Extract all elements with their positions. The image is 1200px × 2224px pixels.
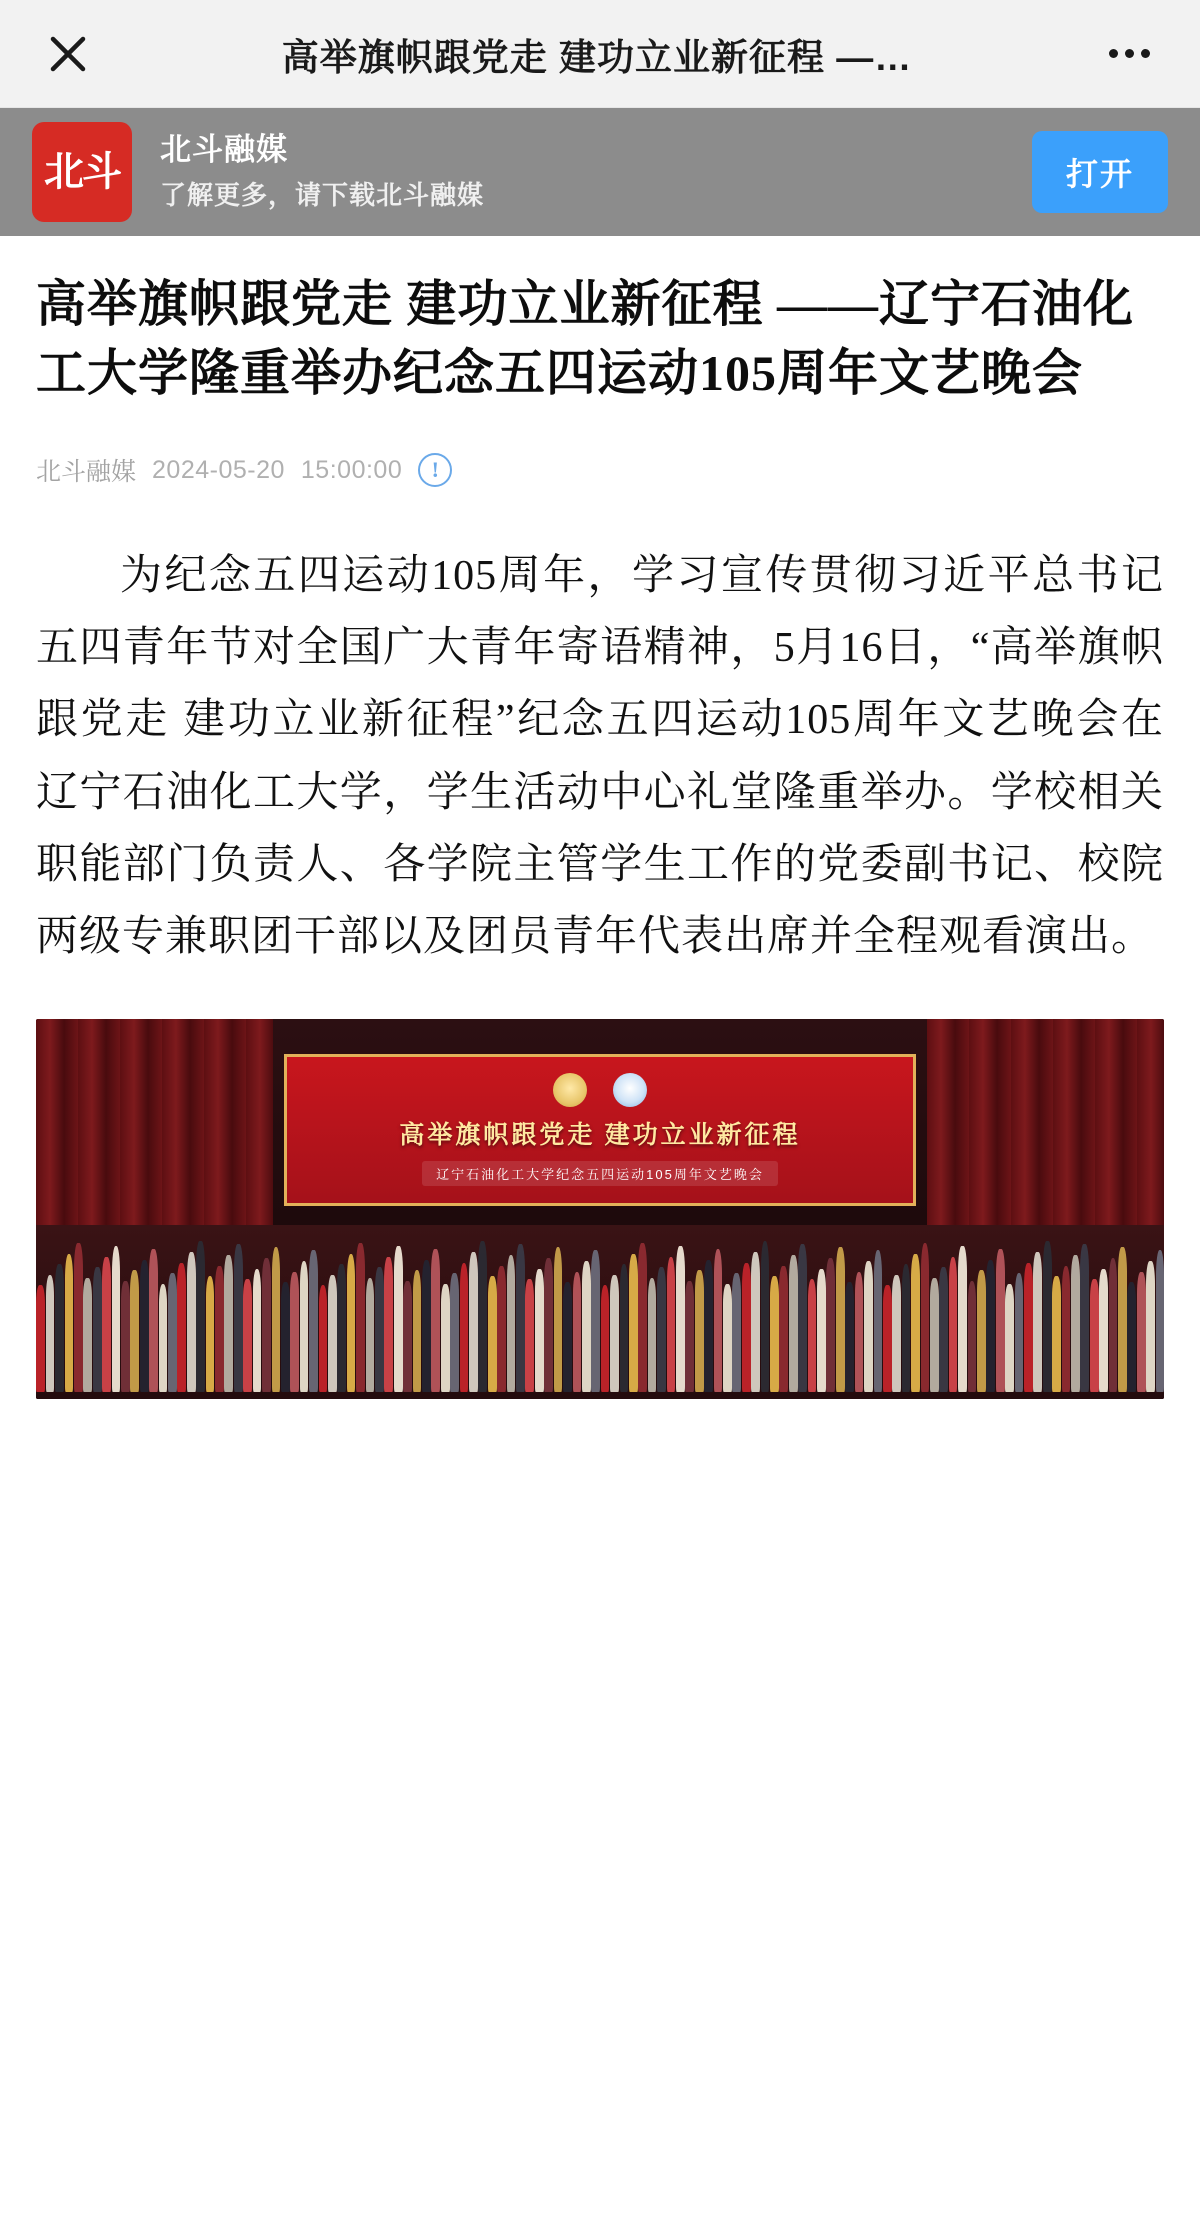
crowd-person <box>667 1257 676 1392</box>
crowd-person <box>253 1269 262 1392</box>
crowd-person <box>883 1285 892 1391</box>
crowd-person <box>422 1260 431 1392</box>
crowd-person <box>469 1252 478 1392</box>
crowd-person <box>892 1275 901 1392</box>
crowd-person <box>1137 1272 1146 1392</box>
article-source: 北斗融媒 <box>36 458 137 486</box>
stage-screen-subtitle: 辽宁石油化工大学纪念五四运动105周年文艺晚会 <box>422 1161 778 1186</box>
party-emblem-icon <box>553 1073 587 1107</box>
stage-led-screen <box>284 1054 916 1206</box>
article-title: 高举旗帜跟党走 建功立业新征程 ——辽宁石油化工大学隆重举办纪念五四运动105周年文艺晚会 <box>36 276 1134 401</box>
crowd-person <box>149 1249 158 1392</box>
crowd-person <box>337 1264 346 1392</box>
crowd-person <box>347 1254 356 1392</box>
crowd-person <box>1043 1241 1052 1391</box>
crowd-person <box>676 1246 685 1392</box>
article-image[interactable] <box>36 1019 1164 1399</box>
crowd-person <box>1052 1276 1061 1392</box>
crowd-person <box>874 1250 883 1391</box>
crowd-person <box>478 1241 487 1391</box>
crowd-person <box>911 1254 920 1392</box>
crowd-person <box>140 1260 149 1392</box>
crowd-person <box>431 1249 440 1392</box>
crowd-person <box>1146 1261 1155 1392</box>
crowd-person <box>215 1266 224 1392</box>
stage-screen-title: 高举旗帜跟党走 建功立业新征程 <box>399 1122 801 1150</box>
crowd-person <box>121 1281 130 1392</box>
crowd-person <box>742 1263 751 1392</box>
crowd-person <box>441 1284 450 1392</box>
crowd-person <box>1156 1250 1164 1391</box>
crowd-person <box>159 1284 168 1392</box>
crowd-person <box>535 1269 544 1392</box>
crowd-person <box>582 1261 591 1392</box>
app-promo-banner[interactable] <box>0 108 1200 236</box>
crowd-person <box>1005 1284 1014 1392</box>
crowd-person <box>36 1285 45 1391</box>
crowd-person <box>939 1267 948 1392</box>
article-meta <box>36 452 1164 488</box>
crowd-person <box>262 1258 271 1392</box>
crowd-person <box>1080 1244 1089 1391</box>
crowd-person <box>657 1267 666 1392</box>
open-app-button[interactable]: 打开 <box>1032 131 1168 213</box>
article-date: 2024-05-20 <box>152 455 285 484</box>
crowd-person <box>319 1285 328 1391</box>
crowd-person <box>130 1270 139 1392</box>
crowd-person <box>761 1241 770 1391</box>
crowd-person <box>723 1284 732 1392</box>
info-icon[interactable]: ! <box>418 453 452 487</box>
crowd-person <box>83 1278 92 1392</box>
crowd-person <box>187 1252 196 1392</box>
crowd-person <box>902 1264 911 1392</box>
article-container <box>0 236 1200 973</box>
crowd-person <box>591 1250 600 1391</box>
crowd-person <box>685 1281 694 1392</box>
crowd-person <box>1109 1258 1118 1392</box>
crowd-person <box>930 1278 939 1392</box>
app-info <box>160 129 1032 216</box>
crowd-person <box>309 1250 318 1391</box>
app-subtitle: 了解更多，请下载北斗融媒 <box>160 180 485 211</box>
crowd-person <box>977 1270 986 1392</box>
crowd-person <box>864 1261 873 1392</box>
crowd-person <box>497 1266 506 1392</box>
crowd-person <box>525 1279 534 1391</box>
crowd-person <box>394 1246 403 1392</box>
crowd-person <box>507 1255 516 1392</box>
crowd-person <box>413 1270 422 1392</box>
crowd-person <box>732 1273 741 1392</box>
crowd-person <box>55 1264 64 1392</box>
app-logo: 北斗 <box>32 122 132 222</box>
crowd-person <box>1090 1279 1099 1391</box>
crowd-person <box>375 1267 384 1392</box>
crowd-person <box>826 1258 835 1392</box>
crowd-person <box>168 1273 177 1392</box>
crowd-person <box>610 1275 619 1392</box>
crowd-person <box>554 1247 563 1391</box>
crowd-person <box>74 1243 83 1392</box>
crowd-person <box>1099 1269 1108 1392</box>
crowd-person <box>488 1276 497 1392</box>
crowd-person <box>1071 1255 1080 1392</box>
crowd-person <box>563 1282 572 1391</box>
crowd-person <box>112 1246 121 1392</box>
crowd-person <box>65 1254 74 1392</box>
crowd-person <box>234 1244 243 1391</box>
close-icon[interactable] <box>36 22 100 86</box>
dot <box>1141 49 1150 58</box>
crowd-person <box>460 1263 469 1392</box>
page-bottom-spacer <box>0 1399 1200 1489</box>
crowd-person <box>300 1261 309 1392</box>
crowd-person <box>102 1257 111 1392</box>
crowd-person <box>817 1269 826 1392</box>
crowd-person <box>620 1264 629 1392</box>
crowd-person <box>845 1282 854 1391</box>
article-time: 15:00:00 <box>300 455 403 484</box>
browser-top-bar <box>0 0 1200 108</box>
crowd-person <box>224 1255 233 1392</box>
youth-league-emblem-icon <box>613 1073 647 1107</box>
crowd-person <box>328 1275 337 1392</box>
crowd-person <box>601 1285 610 1391</box>
crowd-person <box>770 1276 779 1392</box>
crowd-person <box>206 1276 215 1392</box>
crowd-person <box>996 1249 1005 1392</box>
article-image-wrapper <box>36 1019 1164 1399</box>
crowd-person <box>450 1273 459 1392</box>
more-options-icon[interactable] <box>1094 22 1164 86</box>
crowd-person <box>921 1243 930 1392</box>
crowd-person <box>648 1278 657 1392</box>
crowd-person <box>958 1246 967 1392</box>
crowd-person <box>1062 1266 1071 1392</box>
app-name: 北斗融媒 <box>160 131 288 167</box>
crowd-person <box>638 1243 647 1392</box>
article-paragraph: 为纪念五四运动105周年，学习宣传贯彻习近平总书记五四青年节对全国广大青年寄语精神，5月16日，“高举旗帜跟党走 建功立业新征程”纪念五四运动105周年文艺晚会在辽宁石油化工大学，学生活动中心礼堂隆重举办。学校相关职能部门负责人、各学院主管学生工作的党委副书记、校院两级专兼职团干部以及团员青年代表出席并全程观看演出。 <box>36 553 1164 961</box>
crowd-person <box>356 1243 365 1392</box>
crowd-person <box>46 1275 55 1392</box>
crowd-person <box>290 1272 299 1392</box>
crowd-person <box>403 1281 412 1392</box>
crowd-person <box>779 1266 788 1392</box>
crowd-person <box>789 1255 798 1392</box>
crowd-person <box>798 1244 807 1391</box>
crowd-person <box>384 1257 393 1392</box>
crowd-person <box>836 1247 845 1391</box>
stage-emblems <box>553 1073 647 1107</box>
crowd-person <box>1015 1273 1024 1392</box>
crowd-person <box>243 1279 252 1391</box>
crowd-person <box>281 1282 290 1391</box>
page-title: 高举旗帜跟党走 建功立业新征程 —… <box>281 36 913 78</box>
crowd-person <box>949 1257 958 1392</box>
crowd-person <box>1127 1282 1136 1391</box>
crowd-person <box>196 1241 205 1391</box>
crowd-person <box>573 1272 582 1392</box>
group-photo-crowd <box>36 1240 1164 1392</box>
crowd-person <box>968 1281 977 1392</box>
crowd-person <box>714 1249 723 1392</box>
crowd-person <box>751 1252 760 1392</box>
crowd-person <box>629 1254 638 1392</box>
crowd-person <box>808 1279 817 1391</box>
crowd-person <box>1033 1252 1042 1392</box>
crowd-person <box>855 1272 864 1392</box>
dot <box>1109 49 1118 58</box>
crowd-person <box>695 1270 704 1392</box>
dot <box>1125 49 1134 58</box>
crowd-person <box>986 1260 995 1392</box>
crowd-person <box>516 1244 525 1391</box>
crowd-person <box>1118 1247 1127 1391</box>
crowd-person <box>272 1247 281 1391</box>
crowd-person <box>704 1260 713 1392</box>
crowd-person <box>544 1258 553 1392</box>
crowd-person <box>1024 1263 1033 1392</box>
crowd-person <box>366 1278 375 1392</box>
crowd-person <box>177 1263 186 1392</box>
crowd-person <box>93 1267 102 1392</box>
